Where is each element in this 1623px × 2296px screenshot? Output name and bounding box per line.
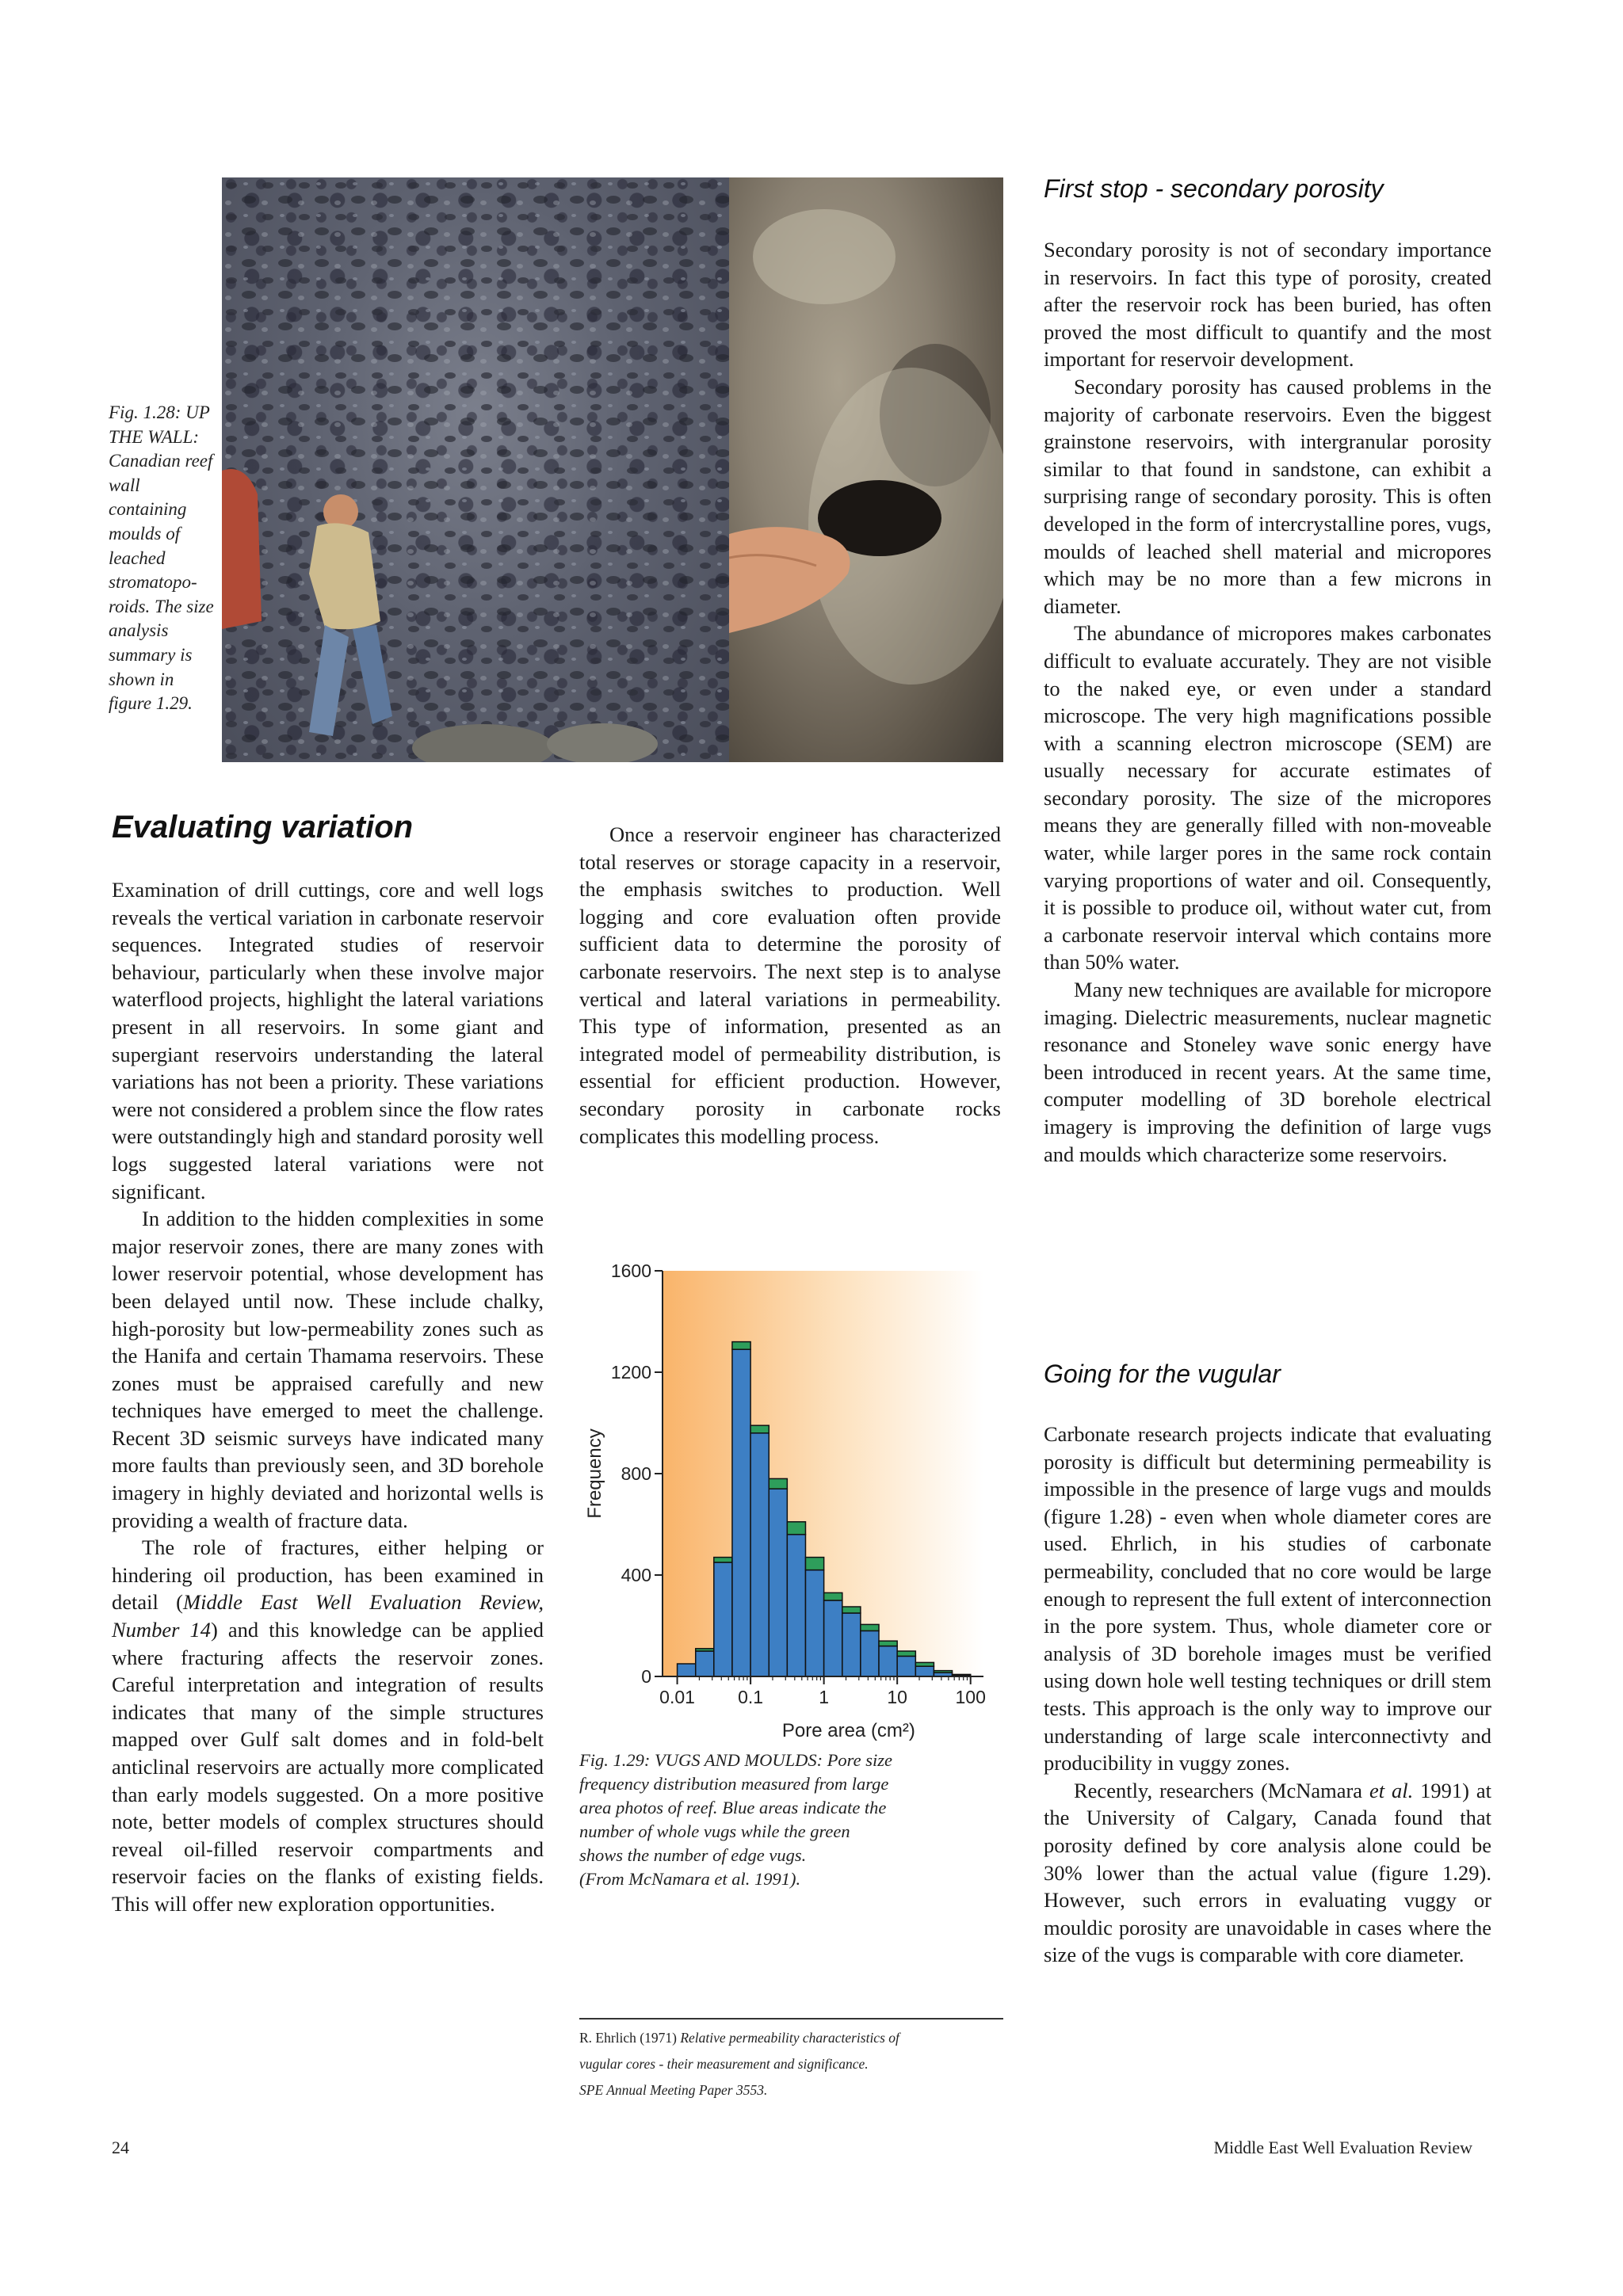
paragraph: Many new techniques are available for micropore imaging. Dielectric measurements, nuclear magnetic resonance and Stoneley wave sonic energy have been introduced in recent years. At the same time, computer modelling of 3D borehole electrical imagery is improving the definition of large vugs and moulds which characterize some reservoirs. xyxy=(1044,978,1491,1166)
edge-vug-bar xyxy=(769,1478,787,1489)
figure-1-29-caption xyxy=(579,1749,1003,1891)
vug-closeup-photo xyxy=(729,177,1003,762)
paragraph: Secondary porosity has caused problems in the majority of carbonate reservoirs. Even the biggest grainstone reservoirs, with intergranular porosity similar to that found in sandstone, can exhibit a surprising range of secondary porosity. This is often developed in the form of intercrystalline pores, vugs, moulds of leached shell material and micropores which may be no more than a few microns in diameter. xyxy=(1044,374,1491,618)
reference-author: R. Ehrlich (1971) xyxy=(579,2030,677,2046)
citation-review-title: Middle East Well Evaluation Review, Number 14 xyxy=(112,1590,544,1642)
edge-vug-bar xyxy=(842,1607,861,1613)
reference-title: vugular cores - their measurement and significance. xyxy=(579,2056,869,2072)
whole-vug-bar xyxy=(897,1656,915,1676)
whole-vug-bar xyxy=(824,1600,842,1676)
y-axis-label: Frequency xyxy=(584,1428,605,1519)
x-tick-label: 10 xyxy=(887,1687,907,1707)
whole-vug-bar xyxy=(732,1349,750,1676)
whole-vug-bar xyxy=(787,1535,805,1676)
paragraph xyxy=(1044,1777,1491,1969)
paragraph: Examination of drill cuttings, core and well logs reveals the vertical variation in carbonate reservoir sequences. Integrated studies of reservoir behaviour, particularly when these involve major waterflood projects, highlight the lateral variations present in all reservoirs. In some giant and supergiant reservoirs understanding the lateral variations has not been a priority. These variations were not considered a problem since the flow rates were outstandingly high and standard porosity well logs suggested lateral variations were not significant. xyxy=(112,878,544,1203)
right-column-text-1 xyxy=(1044,236,1491,1168)
paragraph: In addition to the hidden complexities in some major reservoir zones, there are many zones with lower reservoir potential, whose development has been delayed until now. These include chalky, high-porosity but low-permeability zones such as the Hanifa and certain Thamama reservoirs. These zones must be appraised carefully and new techniques have emerged to meet the challenge. Recent 3D seismic surveys have indicated many more faults than previously seen, and 3D borehole imagery in highly deviated and horizontal wells is providing a wealth of fracture data. xyxy=(112,1207,544,1532)
edge-vug-bar xyxy=(824,1592,842,1600)
caption-line: shows the number of edge vugs. xyxy=(579,1845,807,1865)
paragraph-text: Recently, researchers (McNamara xyxy=(1074,1778,1369,1802)
right-column-text-2 xyxy=(1044,1421,1491,1969)
whole-vug-bar xyxy=(805,1570,823,1676)
whole-vug-bar xyxy=(769,1489,787,1676)
paragraph-text: 1991) at the University of Calgary, Canada found that porosity defined by core analysis alone could be 30% lower than the actual value (figure 1.29). However, such errors in evaluating vuggy or mouldic porosity are unavoidable in cases where the size of the vugs is comparable with core diameter. xyxy=(1044,1778,1491,1967)
et-al-italic: et al. xyxy=(1369,1778,1414,1802)
whole-vug-bar xyxy=(842,1613,861,1676)
page-number: 24 xyxy=(112,2138,129,2157)
caption-line: frequency distribution measured from large xyxy=(579,1774,889,1794)
caption-line: area photos of reef. Blue areas indicate the xyxy=(579,1798,887,1817)
x-tick-label: 100 xyxy=(955,1687,986,1707)
edge-vug-bar xyxy=(750,1425,769,1433)
caption-line: number of whole vugs while the green xyxy=(579,1821,850,1841)
section-heading-going-for-the-vugular: Going for the vugular xyxy=(1044,1360,1281,1388)
caption-line: (From McNamara et al. 1991). xyxy=(579,1869,801,1889)
paragraph: The abundance of micropores makes carbonates difficult to evaluate accurately. They are not visible to the naked eye, or even under a standard microscope. The very high magnifications possible with a scanning electron microscope (SEM) are usually necessary for accurate estimates of secondary porosity. The size of the micropores means they are generally filled with non-moveable water, while larger pores in the same rock contain varying proportions of water and oil. Consequently, it is possible to produce oil, without water cut, from a carbonate reservoir interval which contains more than 50% water. xyxy=(1044,621,1491,974)
paragraph: Secondary porosity is not of secondary importance in reservoirs. In fact this type of porosity, created after the reservoir rock has been buried, has often proved the most difficult to quantify and the most important for reservoir development. xyxy=(1044,238,1491,372)
edge-vug-bar xyxy=(805,1558,823,1570)
section-heading-secondary-porosity: First stop - secondary porosity xyxy=(1044,174,1384,203)
edge-vug-bar xyxy=(934,1671,952,1673)
y-tick-label: 1200 xyxy=(610,1362,651,1383)
x-tick-label: 1 xyxy=(819,1687,830,1707)
left-column-text xyxy=(112,876,544,1918)
edge-vug-bar xyxy=(732,1342,750,1350)
whole-vug-bar xyxy=(861,1630,879,1676)
y-tick-label: 800 xyxy=(621,1463,651,1484)
publication-name: Middle East Well Evaluation Review xyxy=(1213,2138,1472,2157)
edge-vug-bar xyxy=(787,1522,805,1535)
reference-divider xyxy=(579,2018,1003,2019)
whole-vug-bar xyxy=(714,1562,732,1676)
edge-vug-bar xyxy=(953,1674,971,1675)
paragraph-text: The role of fractures, either helping or hindering oil production, has been examined in detail ( xyxy=(112,1535,544,1615)
y-tick-label: 1600 xyxy=(610,1261,651,1281)
section-heading-evaluating-variation: Evaluating variation xyxy=(112,810,414,845)
reef-wall-photo xyxy=(222,177,729,762)
whole-vug-bar xyxy=(678,1664,696,1676)
x-tick-label: 0.1 xyxy=(738,1687,764,1707)
x-axis-label: Pore area (cm²) xyxy=(781,1720,915,1741)
whole-vug-bar xyxy=(915,1666,934,1676)
edge-vug-bar xyxy=(696,1649,714,1651)
y-tick-label: 0 xyxy=(641,1666,651,1687)
paragraph: Carbonate research projects indicate that evaluating porosity is difficult but determining permeability is impossible in the presence of large vugs and moulds (figure 1.28) - even when whole diameter cores are used. Ehrlich, in his studies of carbonate permeability, concluded that no core would be large enough to represent the full extent of interconnection in the pore system. Thus, whole diameter core or analysis of 3D borehole images must be verified using down hole well testing techniques or drill stem tests. This approach is the only way to improve our understanding of large scale interconnectivty and producibility in vuggy zones. xyxy=(1044,1422,1491,1775)
edge-vug-bar xyxy=(915,1662,934,1666)
caption-line: Fig. 1.29: VUGS AND MOULDS: Pore size xyxy=(579,1750,892,1770)
middle-column-text xyxy=(579,821,1001,1150)
paragraph-text: ) and this knowledge can be applied where fracturing affects the reservoir zones. Careful interpretation and integration of results indicates that many of the simple structures mapped over Gulf salt domes and in fold-belt anticlinal reservoirs are actually more complicated than early models suggested. On a more positive note, better models of complex structures should reveal oil-filled reservoir compartments and reservoir facies on the flanks of existing fields. This will offer new exploration opportunities. xyxy=(112,1618,544,1916)
whole-vug-bar xyxy=(696,1651,714,1676)
edge-vug-bar xyxy=(861,1624,879,1630)
figure-1-28-caption: Fig. 1.28: UP THE WALL: Canadian reef wall containing moulds of leached stromatopo-roids. The size analysis summary is shown in figure 1.29. xyxy=(109,402,214,714)
y-tick-label: 400 xyxy=(621,1565,651,1585)
reference-title: Relative permeability characteristics of xyxy=(680,2030,899,2046)
edge-vug-bar xyxy=(714,1558,732,1562)
reference-ehrlich xyxy=(579,2025,1023,2103)
pore-size-histogram xyxy=(577,1252,1005,1743)
paragraph: Once a reservoir engineer has characterized total reserves or storage capacity in a reservoir, the emphasis switches to production. Well logging and core evaluation often provide sufficient data to determine the porosity of carbonate reservoirs. The next step is to analyse vertical and lateral variations in permeability. This type of information, presented as an integrated model of permeability distribution, is essential for efficient production. However, secondary porosity in carbonate rocks complicates this modelling process. xyxy=(579,822,1001,1148)
whole-vug-bar xyxy=(879,1646,897,1676)
paragraph xyxy=(112,1534,544,1917)
reference-source: SPE Annual Meeting Paper 3553. xyxy=(579,2082,768,2098)
x-tick-label: 0.01 xyxy=(659,1687,695,1707)
vug-closeup-illustration xyxy=(729,177,1003,762)
whole-vug-bar xyxy=(750,1433,769,1676)
edge-vug-bar xyxy=(879,1641,897,1646)
reef-wall-illustration xyxy=(222,177,729,762)
edge-vug-bar xyxy=(897,1651,915,1656)
